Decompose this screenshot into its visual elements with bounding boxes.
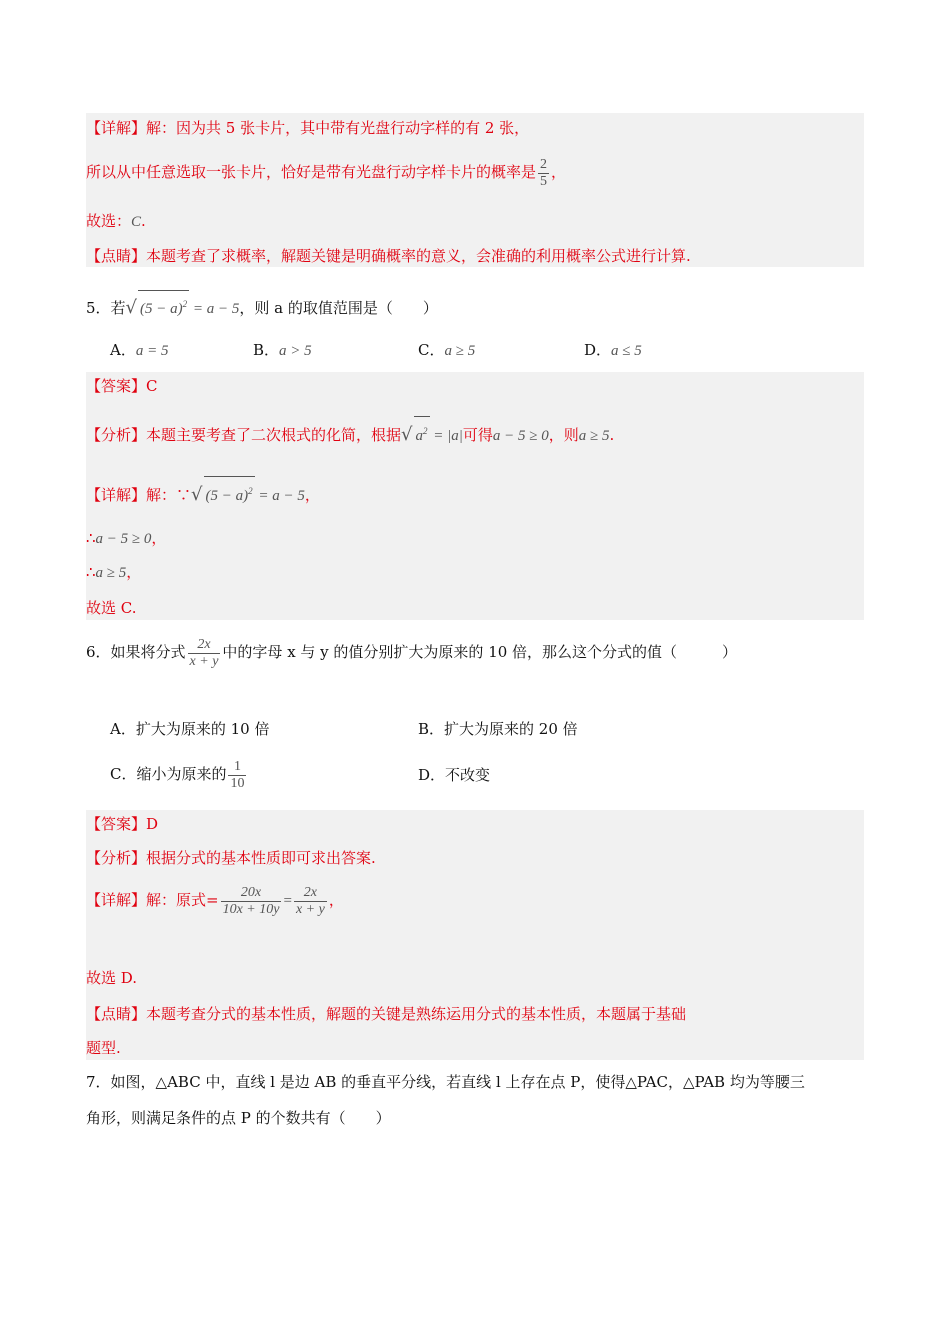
q6-comment-line-1: 【点睛】本题考查分式的基本性质，解题的关键是熟练运用分式的基本性质，本题属于基础 xyxy=(86,1005,687,1023)
q4-probability-line: 所以从中任意选取一张卡片，恰好是带有光盘行动字样卡片的概率是 $\frac{2}{5}$ ， xyxy=(86,156,567,189)
detail-tag: 【详解】 xyxy=(86,119,147,137)
q6-final: 故选 D. xyxy=(86,969,138,987)
q6-fraction: $\frac{2x}{x + y}$ xyxy=(189,636,219,669)
comment-tag: 【点睛】 xyxy=(86,1005,147,1023)
answer-tag: 【答案】 xyxy=(86,377,147,395)
analysis-tag: 【分析】 xyxy=(86,426,147,444)
q6-stem: 6．如果将分式 $\frac{2x}{x + y}$ 中的字母 x 与 y 的值分别扩大为原来的 10 倍，那么这个分式的值（ ） xyxy=(86,636,738,669)
detail-tag: 【详解】 xyxy=(86,486,147,504)
q5-therefore-1: ∴a − 5 ≥ 0， xyxy=(86,529,167,547)
probability-fraction: $\frac{2}{5}$ xyxy=(540,156,548,189)
q5-final: 故选 C. xyxy=(86,599,137,617)
q6-answer-line: 【答案】D xyxy=(86,815,159,833)
comment-tag: 【点睛】 xyxy=(86,247,147,265)
q4-comment-line: 【点睛】本题考查了求概率，解题关键是明确概率的意义，会准确的利用概率公式进行计算. xyxy=(86,247,691,265)
q6-analysis-line: 【分析】根据分式的基本性质即可求出答案. xyxy=(86,849,376,867)
q4-choice-line: 故选：C. xyxy=(86,212,146,230)
q6-option-d[interactable]: D．不改变 xyxy=(418,766,491,784)
q5-therefore-2: ∴a ≥ 5， xyxy=(86,563,142,581)
q5-option-b[interactable]: B．a > 5 xyxy=(253,341,312,359)
q7-stem-line-2: 角形，则满足条件的点 P 的个数共有（ ） xyxy=(86,1109,391,1127)
q5-radical: $(5 - a)^2$ xyxy=(138,290,189,322)
q6-option-c[interactable]: C．缩小为原来的 $\frac{1}{10}$ xyxy=(110,758,245,791)
q5-detail-line: 【详解】解：∵√ $(5 - a)^2 = a - 5$， xyxy=(86,476,320,510)
q4-detail-line: 【详解】解：因为共 5 张卡片，其中带有光盘行动字样的有 2 张， xyxy=(86,119,530,137)
detail-tag: 【详解】 xyxy=(86,891,147,909)
analysis-tag: 【分析】 xyxy=(86,849,147,867)
q5-analysis-line: 【分析】本题主要考查了二次根式的化简，根据√ $a^2 = |a|$可得a − 5 ≥ 0，则a ≥ 5. xyxy=(86,416,614,450)
q7-stem-line-1: 7．如图，△ABC 中，直线 l 是边 AB 的垂直平分线，若直线 l 上存在点 P，使得△PAC，△PAB 均为等腰三 xyxy=(86,1073,805,1091)
q4-solution-block xyxy=(86,113,864,267)
q6-comment-line-2: 题型. xyxy=(86,1039,121,1057)
q6-detail-line: 【详解】解：原式= $\frac{20x}{10x + 10y}$ = $\frac{2x}{x + y}$ ， xyxy=(86,884,344,917)
q5-option-a[interactable]: A．a = 5 xyxy=(110,341,169,359)
q6-option-b[interactable]: B．扩大为原来的 20 倍 xyxy=(418,720,578,738)
q5-option-c[interactable]: C．a ≥ 5 xyxy=(418,341,476,359)
q5-stem: 5．若√ $(5 - a)^2 = a - 5$，则 a 的取值范围是（ ） xyxy=(86,290,438,322)
q5-solution-block xyxy=(86,372,864,620)
q5-option-d[interactable]: D．a ≤ 5 xyxy=(584,341,642,359)
q6-solution-block xyxy=(86,810,864,1060)
q5-answer-line: 【答案】C xyxy=(86,377,158,395)
q6-option-a[interactable]: A．扩大为原来的 10 倍 xyxy=(110,720,270,738)
answer-tag: 【答案】 xyxy=(86,815,147,833)
